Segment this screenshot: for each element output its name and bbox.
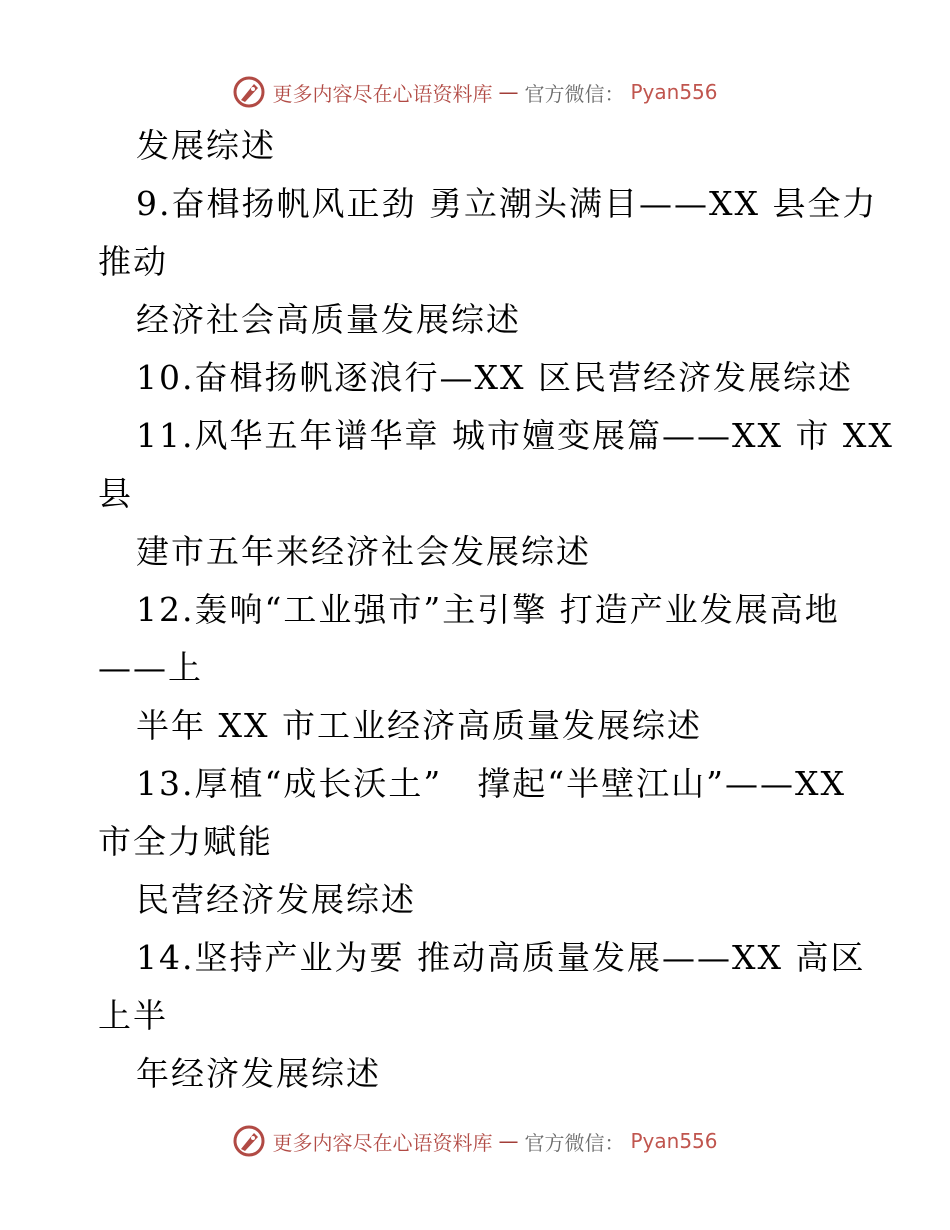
header-banner <box>0 72 950 112</box>
text-line: 市全力赋能 <box>98 822 273 861</box>
pen-nib-logo-icon <box>232 1124 266 1158</box>
text-line: 10.奋楫扬帆逐浪行—XX 区民营经济发展综述 <box>136 358 853 397</box>
text-line: 14.坚持产业为要 推动高质量发展——XX 高区 <box>136 938 866 977</box>
banner-wechat-id: Pyan556 <box>630 1129 718 1153</box>
text-line: 上半 <box>98 996 168 1035</box>
text-line: 9.奋楫扬帆风正劲 勇立潮头满目——XX 县全力 <box>136 184 878 223</box>
banner-wechat-id: Pyan556 <box>630 80 718 104</box>
banner-site-text: 更多内容尽在心语资料库 <box>272 1130 493 1155</box>
text-line: ——上 <box>98 648 203 687</box>
banner-wechat-label: 官方微信： <box>524 1130 625 1155</box>
text-line: 建市五年来经济社会发展综述 <box>136 532 591 571</box>
text-line: 11.风华五年谱华章 城市嬗变展篇——XX 市 XX <box>136 416 894 455</box>
text-line: 半年 XX 市工业经济高质量发展综述 <box>136 706 702 745</box>
text-line: 民营经济发展综述 <box>136 880 416 919</box>
text-line: 12.轰响“工业强市”主引擎 打造产业发展高地 <box>136 590 840 629</box>
text-line: 发展综述 <box>136 126 276 165</box>
text-line: 13.厚植“成长沃土” 撑起“半壁江山”——XX <box>136 764 846 803</box>
banner-dash: — <box>498 80 519 104</box>
text-line: 经济社会高质量发展综述 <box>136 300 521 339</box>
text-line: 年经济发展综述 <box>136 1054 381 1093</box>
text-line: 县 <box>98 474 133 513</box>
banner-wechat-label: 官方微信： <box>524 81 625 106</box>
footer-banner <box>0 1121 950 1161</box>
banner-dash: — <box>498 1129 519 1153</box>
banner-site-text: 更多内容尽在心语资料库 <box>272 81 493 106</box>
text-line: 推动 <box>98 242 168 281</box>
pen-nib-logo-icon <box>232 75 266 109</box>
